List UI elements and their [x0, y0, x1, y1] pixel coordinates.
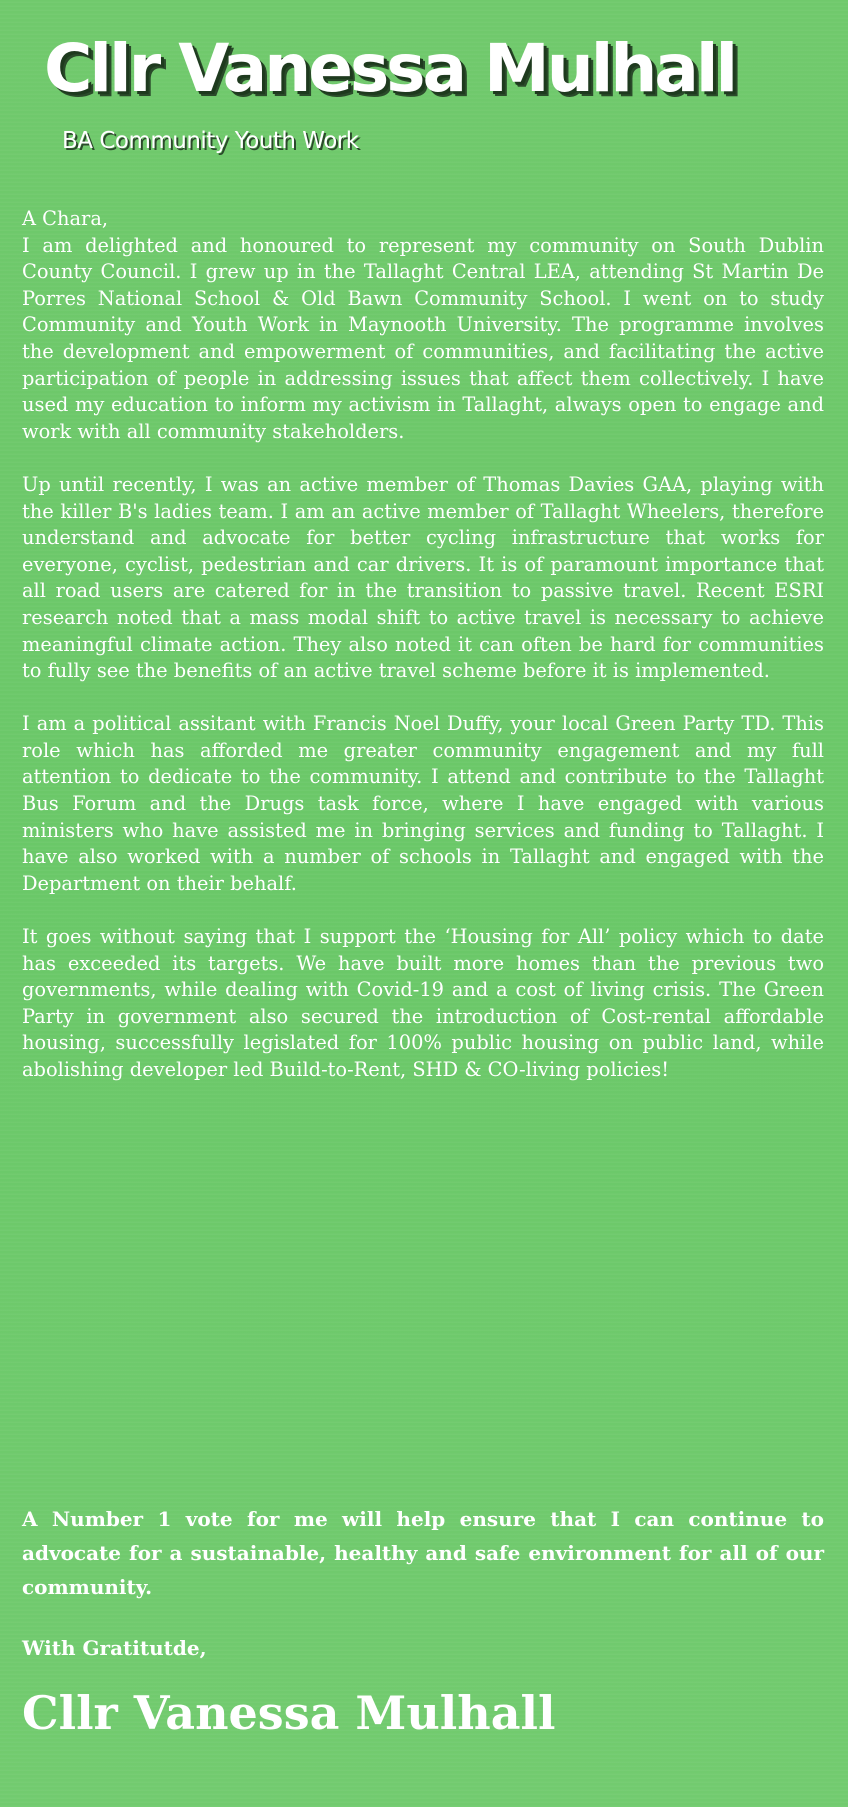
letter-greeting: A Chara, [22, 207, 109, 230]
closing-appeal: A Number 1 vote for me will help ensure that I can continue to advocate for a sustainable, healthy and safe environment for all of our community. [22, 1507, 824, 1599]
letter-paragraph-4: It goes without saying that I support the ‘Housing for All’ policy which to date has exceeded its targets. We have built more homes than the previous two governments, while dealing with Covid-19 and a cost of living crisis. The Green Party in government also secured the introduction of Cost-rental affordable housing, successfully legislated for 100% public housing on public land, while abolishing developer led Build-to-Rent, SHD & CO-living policies! [22, 925, 824, 1081]
letter-body [22, 206, 824, 1084]
signoff: With Gratitutde, [22, 1636, 207, 1660]
letter-paragraph-1 [22, 206, 824, 445]
letter-paragraph-3: I am a political assitant with Francis Noel Duffy, your local Green Party TD. This role which has afforded me greater community engagement and my full attention to dedicate to the community. I attend and contribute to the Tallaght Bus Forum and the Drugs task force, where I have engaged with various ministers who have assisted me in bringing services and funding to Tallaght. I have also worked with a number of schools in Tallaght and engaged with the Department on their behalf. [22, 712, 824, 895]
page-title: Cllr Vanessa Mulhall [44, 30, 736, 107]
signature-name: Cllr Vanessa Mulhall [22, 1686, 556, 1740]
letter-paragraph-2: Up until recently, I was an active member of Thomas Davies GAA, playing with the killer B's ladies team. I am an active member of Tallaght Wheelers, therefore understand and advocate for better cycling infrastructure that works for everyone, cyclist, pedestrian and car drivers. It is of paramount importance that all road users are catered for in the transition to passive travel. Recent ESRI research noted that a mass modal shift to active travel is necessary to achieve meaningful climate action. They also noted it can often be hard for communities to fully see the benefits of an active travel scheme before it is implemented. [22, 472, 824, 683]
paragraph-text: I am delighted and honoured to represent my community on South Dublin County Council. I grew up in the Tallaght Central LEA, attending St Martin De Porres National School & Old Bawn Community School. I went on to study Community and Youth Work in Maynooth University. The programme involves the development and empowerment of communities, and facilitating the active participation of people in addressing issues that affect them collectively. I have used my education to inform my activism in Tallaght, always open to engage and work with all community stakeholders. [22, 233, 824, 443]
page-subtitle: BA Community Youth Work [62, 128, 359, 154]
